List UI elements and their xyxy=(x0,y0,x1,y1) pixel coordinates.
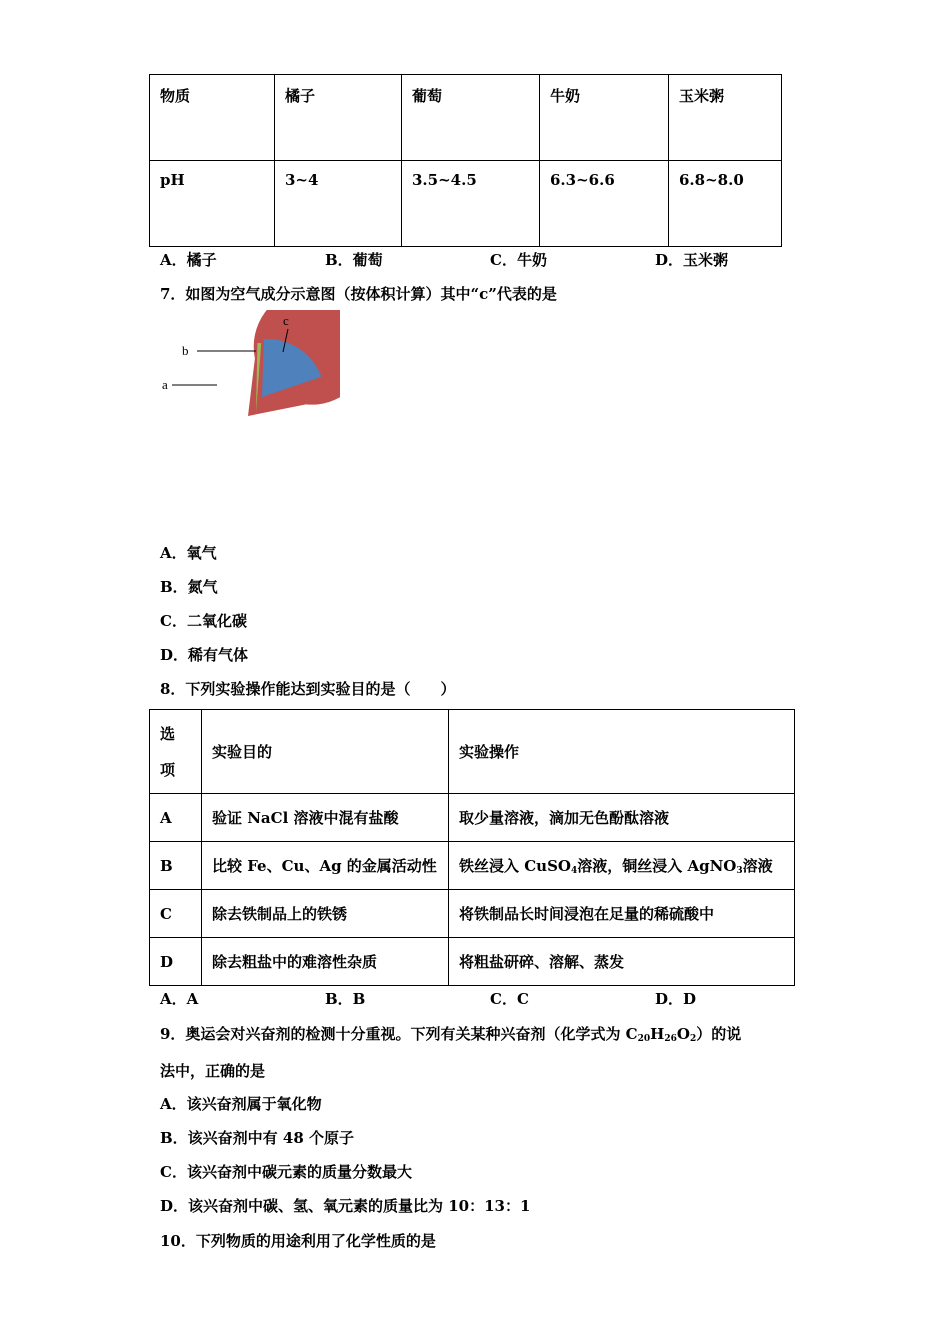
q6-option-c[interactable]: C．牛奶 xyxy=(490,251,547,269)
q6-option-b[interactable]: B．葡萄 xyxy=(325,251,383,269)
ph-table-cell-4: 6.8~8.0 xyxy=(669,161,782,247)
experiment-row-a-goal: 验证 NaCl 溶液中混有盐酸 xyxy=(202,794,449,842)
experiment-row-a-operation: 取少量溶液，滴加无色酚酞溶液 xyxy=(449,794,795,842)
ph-table-header-4: 玉米粥 xyxy=(669,75,782,161)
pie-label-b: b xyxy=(182,343,189,358)
pie-label-c: c xyxy=(283,313,289,328)
experiment-row-c-goal: 除去铁制品上的铁锈 xyxy=(202,890,449,938)
ph-table-cell-1: 3~4 xyxy=(275,161,402,247)
q6-options xyxy=(160,249,840,270)
q9-option-c[interactable]: C．该兴奋剂中碳元素的质量分数最大 xyxy=(160,1163,412,1181)
experiment-header-operation: 实验操作 xyxy=(449,710,795,794)
q10-stem: 10．下列物质的用途利用了化学性质的是 xyxy=(160,1232,436,1250)
ph-table xyxy=(149,74,782,247)
q7-option-d[interactable]: D．稀有气体 xyxy=(160,646,249,664)
pie-label-a: a xyxy=(162,377,168,392)
ph-table-cell-2: 3.5~4.5 xyxy=(402,161,540,247)
q8-option-c[interactable]: C．C xyxy=(490,990,529,1008)
ph-table-header-0: 物质 xyxy=(150,75,275,161)
q6-option-a[interactable]: A．橘子 xyxy=(160,251,217,269)
ph-table-cell-3: 6.3~6.6 xyxy=(540,161,669,247)
experiment-row-b-option: B xyxy=(150,842,202,890)
q9-stem-line2: 法中，正确的是 xyxy=(160,1062,266,1080)
ph-table-header-2: 葡萄 xyxy=(402,75,540,161)
q9-option-b[interactable]: B．该兴奋剂中有 48 个原子 xyxy=(160,1129,354,1147)
experiment-table xyxy=(149,709,795,986)
experiment-row-b-goal: 比较 Fe、Cu、Ag 的金属活动性 xyxy=(202,842,449,890)
experiment-row-c-option: C xyxy=(150,890,202,938)
q6-option-d[interactable]: D．玉米粥 xyxy=(655,251,729,269)
experiment-header-goal: 实验目的 xyxy=(202,710,449,794)
q7-option-b[interactable]: B．氮气 xyxy=(160,578,218,596)
ph-table-header-1: 橘子 xyxy=(275,75,402,161)
q7-option-c[interactable]: C．二氧化碳 xyxy=(160,612,247,630)
q8-option-a[interactable]: A．A xyxy=(160,990,199,1008)
experiment-row-d-option: D xyxy=(150,938,202,986)
experiment-header-option: 选 项 xyxy=(150,710,202,794)
q8-options xyxy=(160,988,840,1009)
experiment-row-c-operation: 将铁制品长时间浸泡在足量的稀硫酸中 xyxy=(449,890,795,938)
ph-table-cell-0: pH xyxy=(150,161,275,247)
experiment-row-b-operation: 铁丝浸入 CuSO$_4$溶液，铜丝浸入 AgNO$_3$溶液 xyxy=(449,842,795,890)
q9-option-d[interactable]: D．该兴奋剂中碳、氢、氧元素的质量比为 10：13：1 xyxy=(160,1197,531,1215)
air-composition-pie xyxy=(150,310,340,485)
q8-option-d[interactable]: D．D xyxy=(655,990,697,1008)
q7-option-a[interactable]: A．氧气 xyxy=(160,544,217,562)
q8-stem: 8．下列实验操作能达到实验目的是（ ） xyxy=(160,680,456,698)
q7-stem: 7．如图为空气成分示意图（按体积计算）其中“c”代表的是 xyxy=(160,285,557,303)
experiment-row-a-option: A xyxy=(150,794,202,842)
q9-stem: 9．奥运会对兴奋剂的检测十分重视。下列有关某种兴奋剂（化学式为 $C_{20}H_{26}O_2$）的说 xyxy=(160,1025,742,1044)
experiment-row-d-goal: 除去粗盐中的难溶性杂质 xyxy=(202,938,449,986)
experiment-row-d-operation: 将粗盐研碎、溶解、蒸发 xyxy=(449,938,795,986)
q8-option-b[interactable]: B．B xyxy=(325,990,366,1008)
q9-option-a[interactable]: A．该兴奋剂属于氧化物 xyxy=(160,1095,322,1113)
ph-table-header-3: 牛奶 xyxy=(540,75,669,161)
